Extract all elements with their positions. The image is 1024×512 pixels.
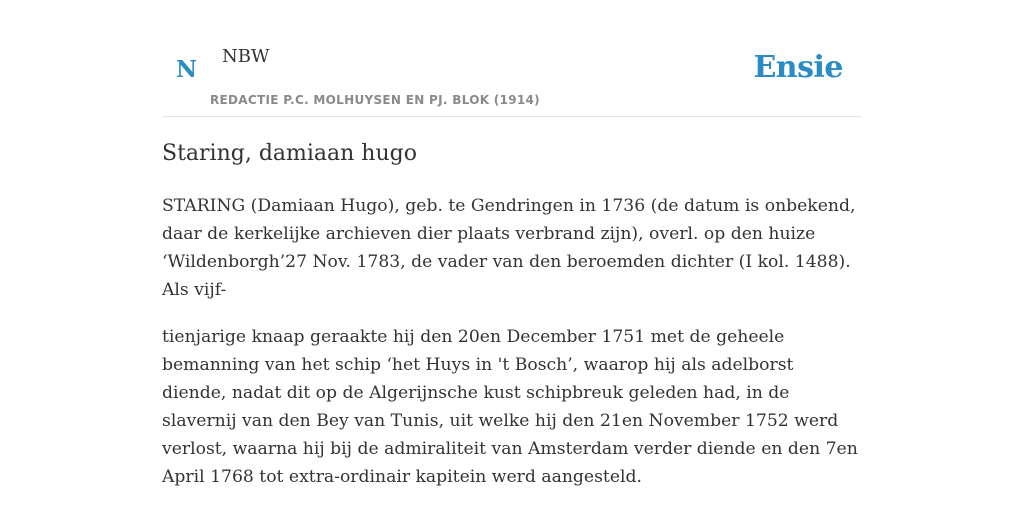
ensie-logo[interactable]: Ensie — [753, 50, 843, 85]
article-paragraph-2: tienjarige knaap geraakte hij den 20en December 1751 met de geheele bemanning van het schip ‘het Huys in 't Bosch’, waarop hij als adelborst diende, nadat dit op de Algerijnsche kust schipbreuk geleden had, in de slavernij van den Bey van Tunis, uit welke hij den 21en November 1752 werd verlost, waarna hij bij de admiraliteit van Amsterdam verder diende en den 7en April 1768 tot extra-ordinair kapitein werd aangesteld. — [162, 327, 858, 487]
source-editors: REDACTIE P.C. MOLHUYSEN EN PJ. BLOK (1914) — [210, 93, 540, 107]
article-title: Staring, damiaan hugo — [162, 141, 417, 166]
header — [162, 0, 862, 117]
source-logo[interactable]: N — [176, 56, 198, 83]
article-paragraph-1: STARING (Damiaan Hugo), geb. te Gendringen in 1736 (de datum is onbekend, daar de kerkelijke archieven dier plaats verbrand zijn), overl. op den huize ‘Wildenborgh’27 Nov. 1783, de vader van den beroemden dichter (I kol. 1488). Als vijf- — [162, 196, 856, 300]
source-title-link[interactable]: NBW — [222, 46, 270, 67]
